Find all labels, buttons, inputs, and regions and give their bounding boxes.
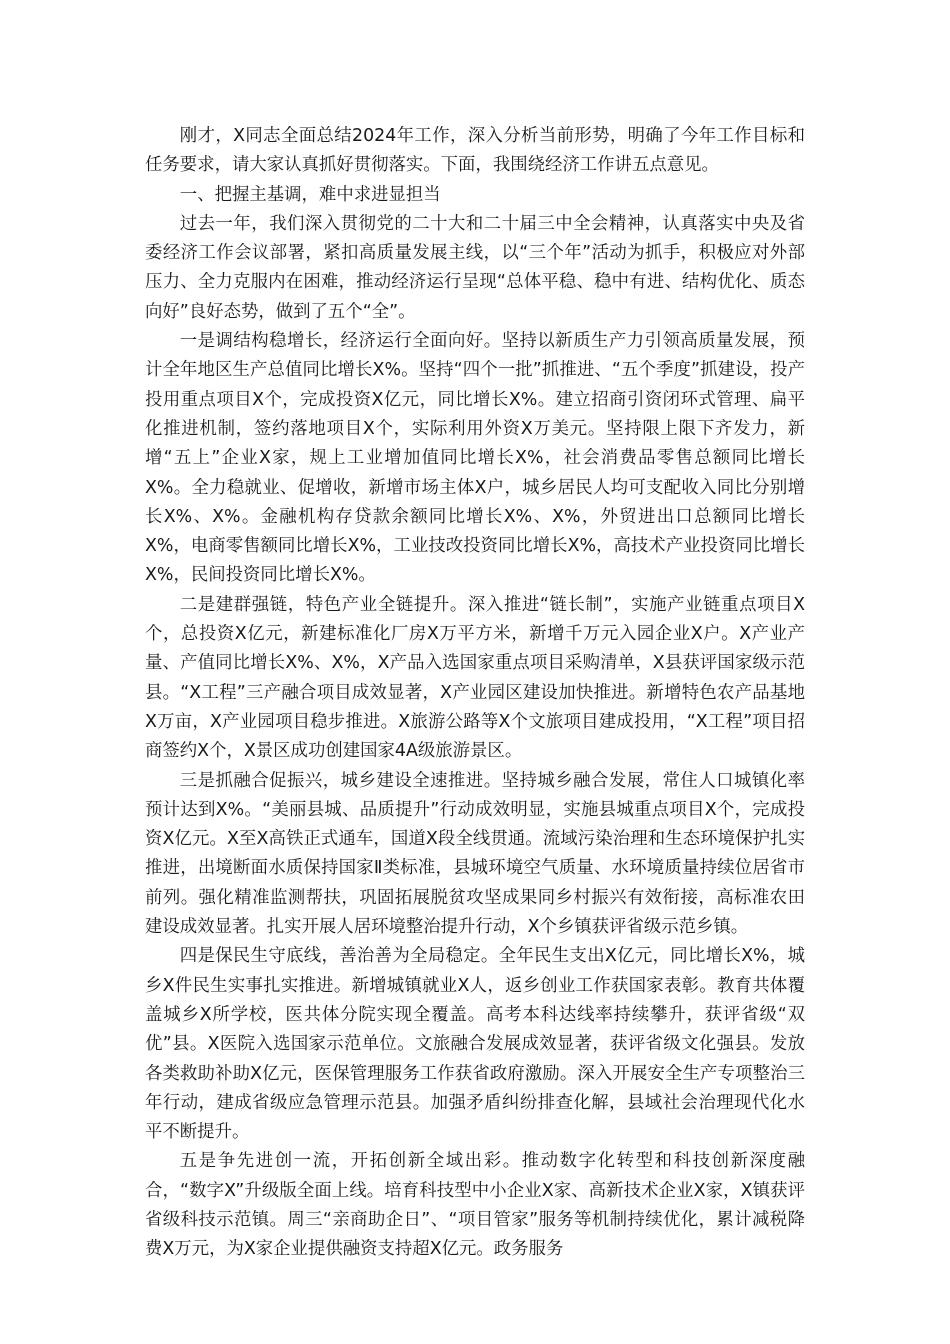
paragraph-point-one: 一是调结构稳增长，经济运行全面向好。坚持以新质生产力引领高质量发展，预计全年地区生产总值同比增长X%。坚持“四个一批”抓推进、“五个季度”抓建设，投产投用重点项目X个，完成投资X亿元，同比增长X%。建立招商引资闭环式管理、扁平化推进机制，签约落地项目X个，实际利用外资X万美元。坚持限上限下齐发力，新增“五上”企业X家，规上工业增加值同比增长X%，社会消费品零售总额同比增长X%。全力稳就业、促增收，新增市场主体X户，城乡居民人均可支配收入同比分别增长X%、X%。金融机构存贷款余额同比增长X%、X%，外贸进出口总额同比增长X%，电商零售额同比增长X%，工业技改投资同比增长X%，高技术产业投资同比增长X%，民间投资同比增长X%。 xyxy=(145,331,805,586)
paragraph-point-three: 三是抓融合促振兴，城乡建设全速推进。坚持城乡融合发展，常住人口城镇化率预计达到X%。“美丽县城、品质提升”行动成效明显，实施县城重点项目X个，完成投资X亿元。X至X高铁正式通车，国道X段全线贯通。流域污染治理和生态环境保护扎实推进，出境断面水质保持国家Ⅱ类标准，县城环境空气质量、水环境质量持续位居省市前列。强化精准监测帮扶，巩固拓展脱贫攻坚成果同乡村振兴有效衔接，高标准农田建设成效显著。扎实开展人居环境整治提升行动，X个乡镇获评省级示范乡镇。 xyxy=(145,770,805,938)
paragraph-point-two: 二是建群强链，特色产业全链提升。深入推进“链长制”，实施产业链重点项目X个，总投资X亿元，新建标准化厂房X万平方米，新增千万元入园企业X户。X产业产量、产值同比增长X%、X%，X产品入选国家重点项目采购清单，X县获评国家级示范县。“X工程”三产融合项目成效显著，X产业园区建设加快推进。新增特色农产品基地X万亩，X产业园项目稳步推进。X旅游公路等X个文旅项目建成投用，“X工程”项目招商签约X个，X景区成功创建国家4A级旅游景区。 xyxy=(145,594,805,762)
section-heading: 一、把握主基调，难中求进显担当 xyxy=(179,184,441,205)
paragraph-point-five: 五是争先进创一流，开拓创新全域出彩。推动数字化转型和科技创新深度融合，“数字X”升级版全面上线。培育科技型中小企业X家、高新技术企业X家，X镇获评省级科技示范镇。周三“亲商助企日”、“项目管家”服务等机制持续优化，累计减税降费X万元，为X家企业提供融资支持超X亿元。政务服务 xyxy=(145,1151,805,1260)
paragraph-overview: 过去一年，我们深入贯彻党的二十大和二十届三中全会精神，认真落实中央及省委经济工作会议部署，紧扣高质量发展主线，以“三个年”活动为抓手，积极应对外部压力、全力克服内在困难，推动经济运行呈现“总体平稳、稳中有进、结构优化、质态向好”良好态势，做到了五个“全”。 xyxy=(145,213,805,322)
intro-paragraph: 刚才，X同志全面总结2024年工作，深入分析当前形势，明确了今年工作目标和任务要求，请大家认真抓好贯彻落实。下面，我围绕经济工作讲五点意见。 xyxy=(145,126,805,176)
paragraph-point-four: 四是保民生守底线，善治善为全局稳定。全年民生支出X亿元，同比增长X%，城乡X件民生实事扎实推进。新增城镇就业X人，返乡创业工作获国家表彰。教育共体覆盖城乡X所学校，医共体分院实现全覆盖。高考本科达线率持续攀升，获评省级“双优”县。X医院入选国家示范单位。文旅融合发展成效显著，获评省级文化强县。发放各类救助补助X亿元，医保管理服务工作获省政府激励。深入开展安全生产专项整治三年行动，建成省级应急管理示范县。加强矛盾纠纷排查化解，县域社会治理现代化水平不断提升。 xyxy=(145,946,805,1143)
document-body xyxy=(145,122,805,1265)
